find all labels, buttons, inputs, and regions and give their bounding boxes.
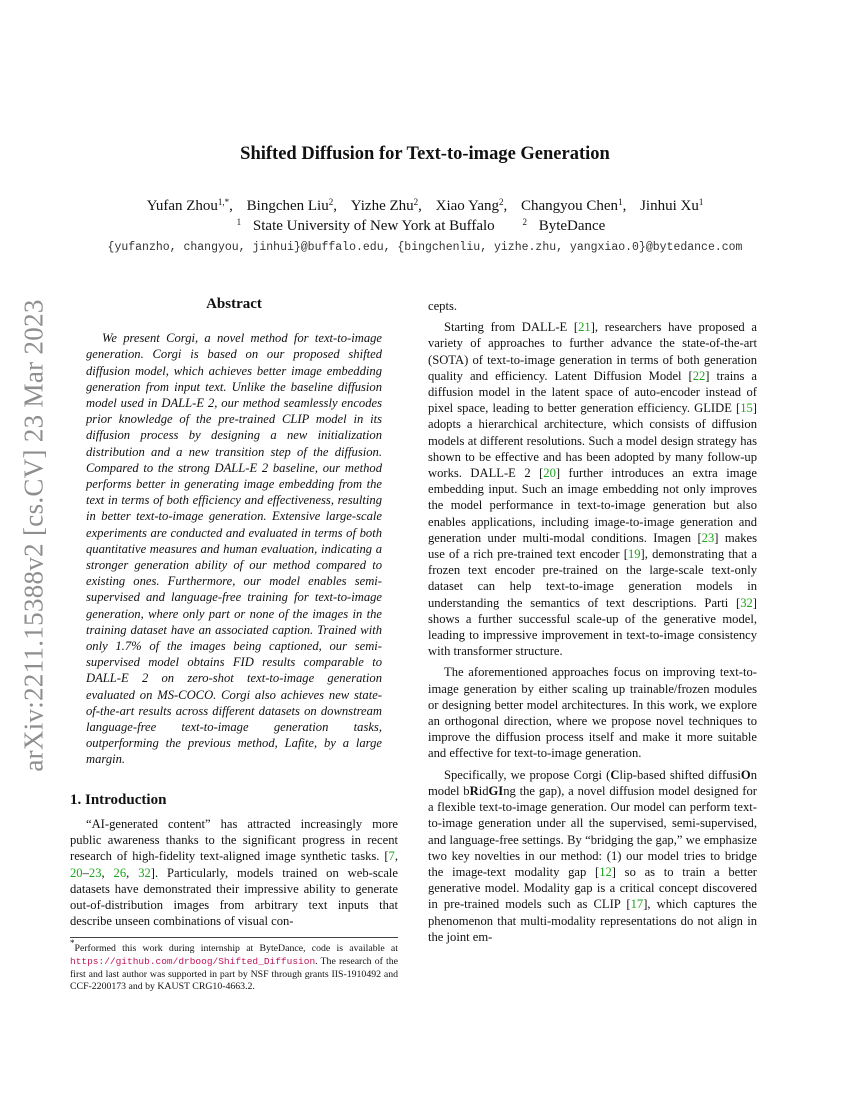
author-emails: {yufanzho, changyou, jinhui}@buffalo.edu, {bingchenliu, yizhe.zhu, yangxiao.0}@bytedance.com [107, 241, 743, 254]
citation-link[interactable]: 32 [138, 865, 151, 880]
author: Changyou Chen$^1$, [520, 197, 627, 214]
affiliation: $^2$ ByteDance [522, 217, 606, 234]
citation-link[interactable]: 7 [388, 849, 395, 864]
affiliation: $^1$ State University of New York at Buffalo [236, 217, 495, 234]
left-column [70, 296, 398, 934]
intro-paragraph-4: Specifically, we propose Corgi (Clip-based shifted diffusiOn model bRidGIng the gap), a novel diffusion model designed for a flexible text-to-image generation. Our model can perform text-to-image generation under all the supervised, semi-supervised, and language-free settings. By “bridging the gap,” we emphasize two key novelties in our method: (1) our model tries to bridge the image-text modality gap [12] so as to train a better generative model. Modality gap is a critical concept discovered in pre-trained models such as CLIP [17], which captures the phenomenon that multi-modality representations do not align in the joint em- [428, 767, 758, 944]
footnote: *Performed this work during internship at ByteDance, code is available at https://github.com/drboog/Shifted_Diffusion. The research of the first and last author was supported in part by NSF through grants IIS-1910492 and CCF-2200173 and by KAUST CRG10-4663.2. [70, 938, 398, 993]
citation-link[interactable]: 23 [88, 865, 102, 880]
citation-link[interactable]: 17 [630, 897, 644, 912]
citation-link[interactable]: 20 [543, 466, 556, 481]
abstract-text: We present Corgi, a novel method for text-to-image generation. Corgi is based on our proposed shifted diffusion model, which achieves better image embedding generation from input text. Unlike the baseline diffusion model used in DALL-E 2, our method seamlessly encodes prior knowledge of the pre-trained CLIP model in its diffusion process by designing a new initialization distribution and a new transition step of the diffusion. Compared to the strong DALL-E 2 baseline, our method performs better in generating image embedding from the text in terms of both efficiency and effectiveness, resulting in better text-to-image generation. Extensive large-scale experiments are conducted and evaluated in terms of both quantitative measures and human evaluation, indicating a stronger generation ability of our method compared to existing ones. Furthermore, our model enables semi-supervised and language-free training for text-to-image generation, where only part or none of the images in the training dataset have an associated caption. Trained with only 1.7% of the images being captioned, our semi-supervised model obtains FID results comparable to DALL-E 2 on zero-shot text-to-image generation evaluated on MS-COCO. Corgi also achieves new state-of-the-art results across different datasets on downstream language-free text-to-image generation tasks, outperforming the previous method, Lafite, by a large margin. [86, 331, 382, 767]
citation-link[interactable]: 26 [113, 865, 127, 880]
citation-link[interactable]: 21 [578, 320, 591, 335]
arxiv-stamp [17, 290, 51, 780]
author: Bingchen Liu$^2$, [246, 197, 337, 214]
abstract-heading: Abstract [206, 296, 262, 312]
intro-paragraph-3: The aforementioned approaches focus on improving text-to-image generation by either scaling up trainable/frozen modules or designing better model architectures. In this work, we explore an orthogonal direction, where we propose novel techniques to improve the diffusion process itself and make it more suitable and effective for text-to-image generation. [428, 665, 757, 761]
author: Yufan Zhou$^{1,*}$, [146, 197, 233, 214]
citation-link[interactable]: 20 [70, 865, 83, 880]
paper-title: Shifted Diffusion for Text-to-image Generation [240, 144, 610, 164]
right-column [428, 298, 757, 950]
intro-paragraph-1-continued: cepts. [428, 299, 458, 313]
intro-paragraph-1: “AI-generated content” has attracted increasingly more public awareness thanks to the significant progress in recent research of high-fidelity text-aligned image synthetic tasks. [7, 20–23, 26, 32]. Particularly, models trained on web-scale datasets have demonstrated their impressive ability to generate out-of-distribution images from arbitrary text inputs that describe unseen combinations of visual con- [70, 816, 399, 929]
code-repo-link[interactable]: https://github.com/drboog/Shifted_Diffusion [70, 955, 316, 967]
author: Yizhe Zhu$^2$, [350, 197, 422, 214]
citation-link[interactable]: 32 [740, 595, 753, 610]
author-list [0, 198, 850, 215]
citation-link[interactable]: 15 [740, 401, 753, 416]
author: Jinhui Xu$^1$ [640, 197, 704, 214]
affiliations [0, 218, 850, 235]
citation-link[interactable]: 22 [692, 368, 706, 383]
citation-link[interactable]: 12 [599, 864, 612, 879]
citation-link[interactable]: 23 [701, 530, 715, 545]
author: Xiao Yang$^2$, [435, 197, 508, 214]
introduction-heading: 1. Introduction [70, 791, 167, 808]
intro-paragraph-2: Starting from DALL-E [21], researchers have proposed a variety of approaches to further advance the state-of-the-art (SOTA) of text-to-image generation in terms of both generation quality and efficiency. Latent Diffusion Model [22] trains a diffusion model in the latent space of auto-encoder instead of pixel space, leading to better generation efficiency. GLIDE [15] adopts a hierarchical architecture, which consists of diffusion models at different resolutions. Such a model design strategy has shown to be effective and has been adopted by many follow-up works. DALL-E 2 [20] further introduces an extra image embedding input. Such an image embedding not only improves the model performance in text-to-image generation but also enables applications, including image-to-image generation and generation under multi-modal conditions. Imagen [23] makes use of a rich pre-trained text encoder [19], demonstrating that a frozen text encoder pre-trained on the large-scale text-only dataset can help text-to-image generation models in understanding the semantics of text descriptions. Parti [32] shows a further successful scale-up of the generative model, leading to impressive improvement in text-to-image consistency with transformer structure. [428, 320, 757, 659]
arxiv-stamp-text: arXiv:2211.15388v2 [cs.CV] 23 Mar 2023 [18, 298, 49, 772]
citation-link[interactable]: 19 [627, 547, 641, 562]
